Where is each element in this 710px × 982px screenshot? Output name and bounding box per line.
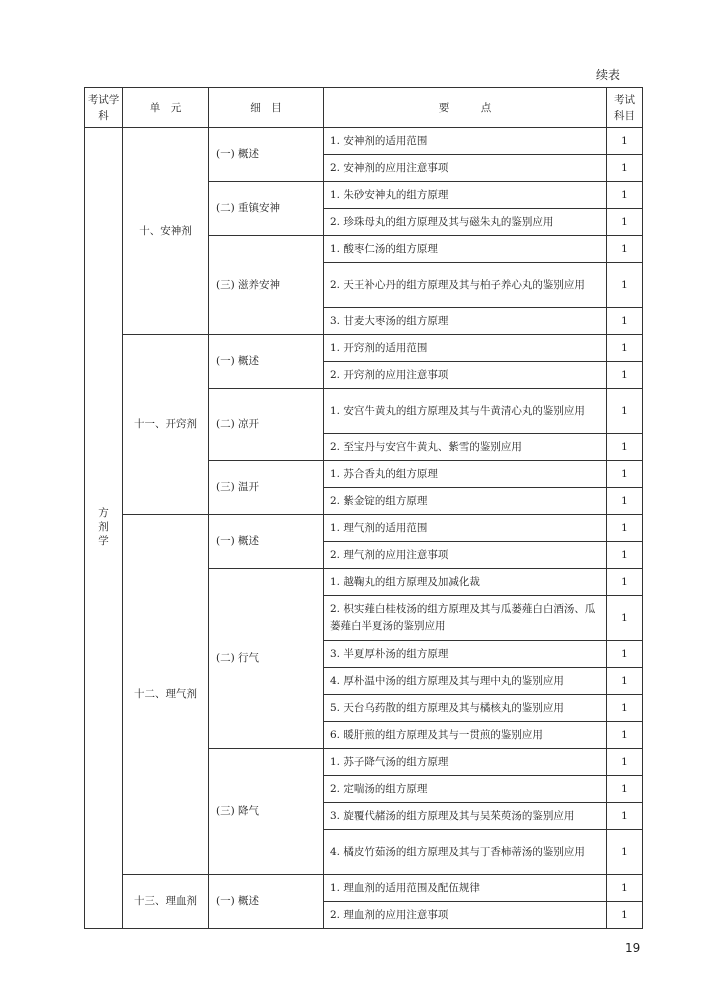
point-cell: 2. 天王补心丹的组方原理及其与柏子养心丸的鉴别应用: [324, 263, 607, 308]
exam-subject-cell: 1: [607, 569, 643, 596]
exam-subject-cell: 1: [607, 596, 643, 641]
point-cell: 1. 酸枣仁汤的组方原理: [324, 236, 607, 263]
unit-cell: 十、安神剂: [123, 128, 209, 335]
item-cell: (二) 重镇安神: [209, 182, 324, 236]
point-cell: 2. 紫金锭的组方原理: [324, 488, 607, 515]
header-subject: 考试学科: [85, 88, 123, 128]
point-cell: 2. 至宝丹与安宫牛黄丸、紫雪的鉴别应用: [324, 434, 607, 461]
exam-subject-cell: 1: [607, 461, 643, 488]
table-row: [85, 515, 643, 542]
point-cell: 2. 开窍剂的应用注意事项: [324, 362, 607, 389]
exam-subject-cell: 1: [607, 335, 643, 362]
item-cell: (三) 温开: [209, 461, 324, 515]
exam-subject-cell: 1: [607, 641, 643, 668]
subject-name: 方剂学: [98, 507, 109, 547]
exam-subject-cell: 1: [607, 263, 643, 308]
header-item: 细 目: [209, 88, 324, 128]
point-cell: 4. 橘皮竹茹汤的组方原理及其与丁香柿蒂汤的鉴别应用: [324, 830, 607, 875]
header-unit: 单 元: [123, 88, 209, 128]
item-cell: (一) 概述: [209, 335, 324, 389]
exam-subject-cell: 1: [607, 668, 643, 695]
exam-subject-cell: 1: [607, 776, 643, 803]
exam-subject-cell: 1: [607, 182, 643, 209]
item-cell: (二) 凉开: [209, 389, 324, 461]
point-cell: 2. 理血剂的应用注意事项: [324, 902, 607, 929]
exam-subject-cell: 1: [607, 389, 643, 434]
point-cell: 3. 半夏厚朴汤的组方原理: [324, 641, 607, 668]
exam-subject-cell: 1: [607, 155, 643, 182]
point-cell: 3. 甘麦大枣汤的组方原理: [324, 308, 607, 335]
point-cell: 2. 珍珠母丸的组方原理及其与磁朱丸的鉴别应用: [324, 209, 607, 236]
table-row: [85, 128, 643, 155]
item-cell: (二) 行气: [209, 569, 324, 749]
header-points: 要 点: [324, 88, 607, 128]
subject-cell: [85, 128, 123, 929]
point-cell: 4. 厚朴温中汤的组方原理及其与理中丸的鉴别应用: [324, 668, 607, 695]
point-cell: 2. 安神剂的应用注意事项: [324, 155, 607, 182]
exam-subject-cell: 1: [607, 830, 643, 875]
exam-subject-cell: 1: [607, 236, 643, 263]
point-cell: 2. 枳实薤白桂枝汤的组方原理及其与瓜蒌薤白白酒汤、瓜蒌薤白半夏汤的鉴别应用: [324, 596, 607, 641]
exam-subject-cell: 1: [607, 695, 643, 722]
table-body: [85, 128, 643, 929]
item-cell: (三) 滋养安神: [209, 236, 324, 335]
point-cell: 1. 苏合香丸的组方原理: [324, 461, 607, 488]
exam-subject-cell: 1: [607, 434, 643, 461]
point-cell: 1. 安神剂的适用范围: [324, 128, 607, 155]
header-exam-subject: 考试科目: [607, 88, 643, 128]
point-cell: 1. 理气剂的适用范围: [324, 515, 607, 542]
exam-subject-cell: 1: [607, 803, 643, 830]
exam-subject-cell: 1: [607, 362, 643, 389]
table-row: [85, 335, 643, 362]
item-cell: (一) 概述: [209, 128, 324, 182]
exam-subject-cell: 1: [607, 875, 643, 902]
exam-subject-cell: 1: [607, 722, 643, 749]
point-cell: 1. 越鞠丸的组方原理及加减化裁: [324, 569, 607, 596]
item-cell: (一) 概述: [209, 875, 324, 929]
point-cell: 5. 天台乌药散的组方原理及其与橘核丸的鉴别应用: [324, 695, 607, 722]
exam-subject-cell: 1: [607, 902, 643, 929]
unit-cell: 十三、理血剂: [123, 875, 209, 929]
exam-subject-cell: 1: [607, 749, 643, 776]
exam-subject-cell: 1: [607, 128, 643, 155]
point-cell: 1. 理血剂的适用范围及配伍规律: [324, 875, 607, 902]
point-cell: 2. 理气剂的应用注意事项: [324, 542, 607, 569]
point-cell: 1. 朱砂安神丸的组方原理: [324, 182, 607, 209]
table-row: [85, 875, 643, 902]
exam-subject-cell: 1: [607, 542, 643, 569]
unit-cell: 十一、开窍剂: [123, 335, 209, 515]
table-header: [85, 88, 643, 128]
point-cell: 6. 暖肝煎的组方原理及其与一贯煎的鉴别应用: [324, 722, 607, 749]
point-cell: 2. 定喘汤的组方原理: [324, 776, 607, 803]
exam-subject-cell: 1: [607, 488, 643, 515]
point-cell: 1. 安宫牛黄丸的组方原理及其与牛黄清心丸的鉴别应用: [324, 389, 607, 434]
point-cell: 1. 苏子降气汤的组方原理: [324, 749, 607, 776]
unit-cell: 十二、理气剂: [123, 515, 209, 875]
exam-subject-cell: 1: [607, 308, 643, 335]
syllabus-table: [84, 87, 643, 929]
item-cell: (一) 概述: [209, 515, 324, 569]
exam-subject-cell: 1: [607, 515, 643, 542]
point-cell: 1. 开窍剂的适用范围: [324, 335, 607, 362]
point-cell: 3. 旋覆代赭汤的组方原理及其与吴茱萸汤的鉴别应用: [324, 803, 607, 830]
page-number: 19: [625, 941, 641, 955]
item-cell: (三) 降气: [209, 749, 324, 875]
exam-subject-cell: 1: [607, 209, 643, 236]
continued-label: 续表: [596, 68, 621, 82]
